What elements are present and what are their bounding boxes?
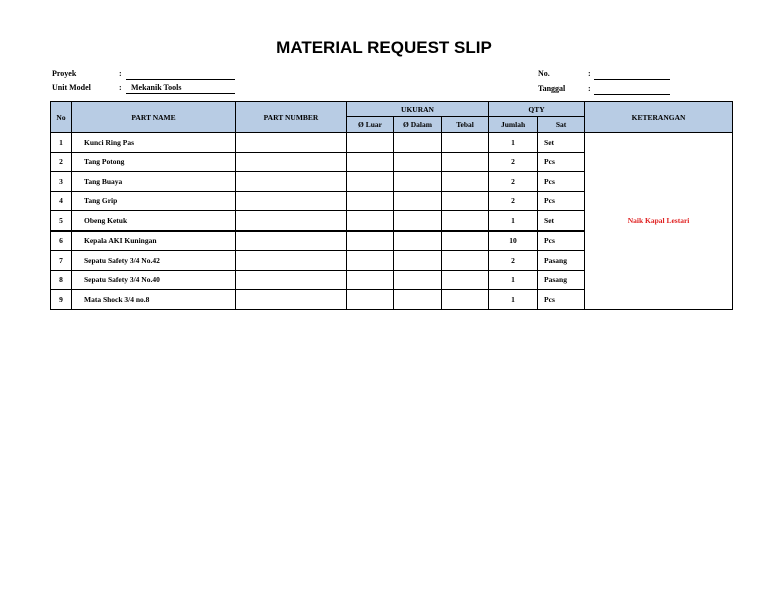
- col-header-ukuran: UKURAN: [347, 102, 489, 117]
- cell-dalam[interactable]: [394, 231, 442, 251]
- unit-model-label: Unit Model: [52, 83, 91, 92]
- cell-jumlah: 1: [489, 270, 538, 290]
- cell-sat: Pcs: [538, 172, 585, 192]
- page-title: MATERIAL REQUEST SLIP: [276, 38, 492, 57]
- cell-jumlah: 1: [489, 211, 538, 231]
- cell-sat: Pasang: [538, 251, 585, 271]
- cell-part-name: Kepala AKI Kuningan: [72, 231, 236, 251]
- cell-part-number[interactable]: [236, 231, 347, 251]
- no-field: [538, 68, 678, 80]
- cell-no: 3: [51, 172, 72, 192]
- unit-model-colon: :: [119, 83, 122, 92]
- cell-sat: Set: [538, 211, 585, 231]
- cell-part-name: Sepatu Safety 3/4 No.42: [72, 251, 236, 271]
- cell-no: 4: [51, 191, 72, 211]
- cell-dalam[interactable]: [394, 191, 442, 211]
- cell-luar[interactable]: [347, 231, 394, 251]
- no-label: No.: [538, 69, 550, 78]
- cell-part-number[interactable]: [236, 270, 347, 290]
- cell-tebal[interactable]: [442, 270, 489, 290]
- cell-dalam[interactable]: [394, 172, 442, 192]
- cell-part-number[interactable]: [236, 133, 347, 153]
- cell-sat: Pcs: [538, 231, 585, 251]
- keterangan-note: Naik Kapal Lestari: [585, 133, 733, 310]
- proyek-input[interactable]: [126, 68, 235, 80]
- cell-tebal[interactable]: [442, 251, 489, 271]
- cell-dalam[interactable]: [394, 133, 442, 153]
- tanggal-colon: :: [588, 84, 591, 93]
- tanggal-input[interactable]: [594, 83, 670, 95]
- col-header-sat: Sat: [538, 117, 585, 133]
- cell-no: 6: [51, 231, 72, 251]
- cell-dalam[interactable]: [394, 290, 442, 310]
- cell-part-name: Tang Buaya: [72, 172, 236, 192]
- unit-model-field: [52, 82, 242, 94]
- tanggal-field: [538, 83, 678, 95]
- cell-no: 1: [51, 133, 72, 153]
- cell-luar[interactable]: [347, 211, 394, 231]
- cell-tebal[interactable]: [442, 172, 489, 192]
- cell-sat: Pcs: [538, 152, 585, 172]
- col-header-part-name: PART NAME: [72, 102, 236, 133]
- cell-jumlah: 1: [489, 133, 538, 153]
- cell-jumlah: 1: [489, 290, 538, 310]
- cell-no: 9: [51, 290, 72, 310]
- cell-jumlah: 10: [489, 231, 538, 251]
- cell-luar[interactable]: [347, 152, 394, 172]
- cell-tebal[interactable]: [442, 231, 489, 251]
- cell-part-number[interactable]: [236, 152, 347, 172]
- cell-part-number[interactable]: [236, 290, 347, 310]
- cell-no: 8: [51, 270, 72, 290]
- cell-luar[interactable]: [347, 251, 394, 271]
- cell-sat: Pcs: [538, 290, 585, 310]
- cell-part-name: Sepatu Safety 3/4 No.40: [72, 270, 236, 290]
- cell-dalam[interactable]: [394, 270, 442, 290]
- cell-dalam[interactable]: [394, 152, 442, 172]
- cell-tebal[interactable]: [442, 191, 489, 211]
- cell-luar[interactable]: [347, 172, 394, 192]
- table-row: [51, 133, 733, 153]
- cell-no: 2: [51, 152, 72, 172]
- col-header-no: No: [51, 102, 72, 133]
- cell-tebal[interactable]: [442, 133, 489, 153]
- cell-tebal[interactable]: [442, 152, 489, 172]
- col-header-tebal: Tebal: [442, 117, 489, 133]
- cell-dalam[interactable]: [394, 211, 442, 231]
- cell-part-number[interactable]: [236, 172, 347, 192]
- cell-part-name: Obeng Ketuk: [72, 211, 236, 231]
- cell-part-number[interactable]: [236, 251, 347, 271]
- col-header-dalam: Ø Dalam: [394, 117, 442, 133]
- cell-no: 7: [51, 251, 72, 271]
- cell-luar[interactable]: [347, 270, 394, 290]
- cell-part-name: Mata Shock 3/4 no.8: [72, 290, 236, 310]
- no-input[interactable]: [594, 68, 670, 80]
- col-header-keterangan: KETERANGAN: [585, 102, 733, 133]
- cell-part-name: Kunci Ring Pas: [72, 133, 236, 153]
- cell-sat: Set: [538, 133, 585, 153]
- col-header-part-number: PART NUMBER: [236, 102, 347, 133]
- cell-part-number[interactable]: [236, 191, 347, 211]
- cell-tebal[interactable]: [442, 290, 489, 310]
- cell-part-name: Tang Potong: [72, 152, 236, 172]
- cell-luar[interactable]: [347, 290, 394, 310]
- cell-tebal[interactable]: [442, 211, 489, 231]
- cell-sat: Pcs: [538, 191, 585, 211]
- cell-part-name: Tang Grip: [72, 191, 236, 211]
- cell-sat: Pasang: [538, 270, 585, 290]
- proyek-field: [52, 68, 242, 80]
- cell-part-number[interactable]: [236, 211, 347, 231]
- proyek-label: Proyek: [52, 69, 77, 78]
- cell-jumlah: 2: [489, 191, 538, 211]
- cell-luar[interactable]: [347, 133, 394, 153]
- cell-jumlah: 2: [489, 251, 538, 271]
- col-header-jumlah: Jumlah: [489, 117, 538, 133]
- material-table: [50, 101, 733, 310]
- proyek-colon: :: [119, 69, 122, 78]
- cell-luar[interactable]: [347, 191, 394, 211]
- cell-no: 5: [51, 211, 72, 231]
- cell-dalam[interactable]: [394, 251, 442, 271]
- tanggal-label: Tanggal: [538, 84, 566, 93]
- no-colon: :: [588, 69, 591, 78]
- unit-model-input[interactable]: [126, 82, 235, 94]
- col-header-luar: Ø Luar: [347, 117, 394, 133]
- cell-jumlah: 2: [489, 172, 538, 192]
- unit-model-value: Mekanik Tools: [131, 83, 182, 92]
- col-header-qty: QTY: [489, 102, 585, 117]
- cell-jumlah: 2: [489, 152, 538, 172]
